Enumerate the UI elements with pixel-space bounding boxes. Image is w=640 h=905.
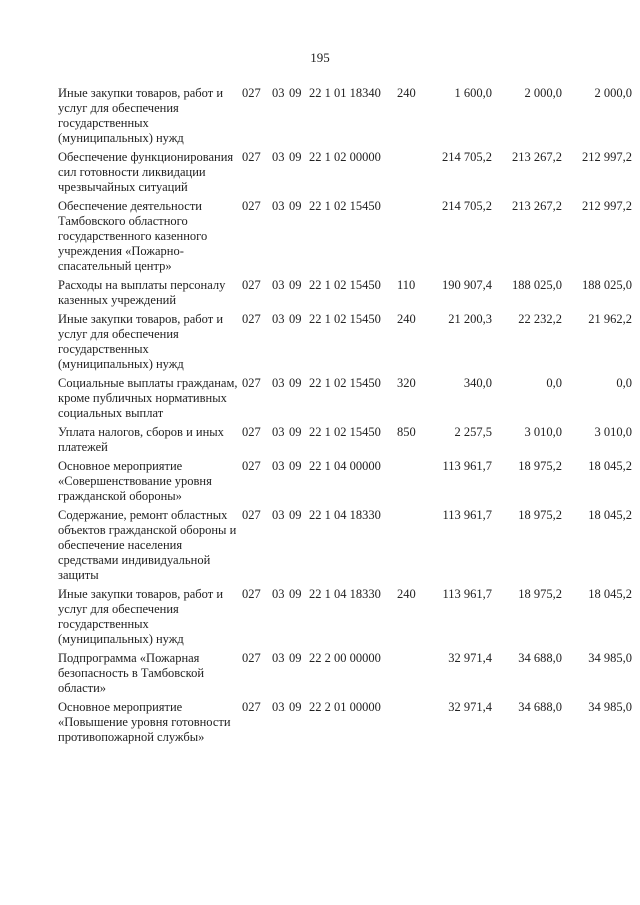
amount-year-2: 22 232,2 xyxy=(518,312,562,326)
amount-year-3: 2 000,0 xyxy=(594,86,632,100)
code-target-article: 22 1 04 00000 xyxy=(309,459,381,473)
amount-year-1: 113 961,7 xyxy=(442,508,492,522)
row-name: Уплата налогов, сборов и иных платежей xyxy=(58,425,224,454)
amount-year-2: 18 975,2 xyxy=(518,587,562,601)
table-row xyxy=(58,459,632,508)
code-target-article: 22 1 02 15450 xyxy=(309,425,381,439)
amount-year-1: 2 257,5 xyxy=(454,425,492,439)
row-classification-code xyxy=(242,459,422,508)
code-section: 03 xyxy=(272,278,285,292)
row-classification-code xyxy=(242,700,422,749)
table-row xyxy=(58,700,632,749)
table-row xyxy=(58,86,632,150)
amount-year-2: 18 975,2 xyxy=(518,459,562,473)
amount-year-1: 113 961,7 xyxy=(442,459,492,473)
row-name: Иные закупки товаров, работ и услуг для обеспечения государственных (муниципальных) нужд xyxy=(58,312,224,371)
amount-year-2: 0,0 xyxy=(546,376,562,390)
code-subsection: 09 xyxy=(289,150,302,164)
table-row xyxy=(58,278,632,312)
amount-year-1: 21 200,3 xyxy=(448,312,492,326)
amount-year-1: 340,0 xyxy=(463,376,492,390)
budget-table xyxy=(58,86,632,749)
code-subsection: 09 xyxy=(289,587,302,601)
code-section: 03 xyxy=(272,700,285,714)
amount-year-2: 188 025,0 xyxy=(512,278,562,292)
amount-year-3: 188 025,0 xyxy=(582,278,632,292)
row-classification-code xyxy=(242,425,422,459)
amount-year-3: 3 010,0 xyxy=(594,425,632,439)
amount-year-2: 213 267,2 xyxy=(512,150,562,164)
code-target-article: 22 1 04 18330 xyxy=(309,508,381,522)
code-section: 03 xyxy=(272,86,285,100)
code-expense-type: 110 xyxy=(397,278,416,292)
code-subsection: 09 xyxy=(289,278,302,292)
amount-year-2: 34 688,0 xyxy=(518,700,562,714)
code-subsection: 09 xyxy=(289,312,302,326)
code-subsection: 09 xyxy=(289,86,302,100)
amount-year-1: 190 907,4 xyxy=(442,278,492,292)
budget-table-body xyxy=(58,86,632,749)
amount-year-2: 18 975,2 xyxy=(518,508,562,522)
code-ministry: 027 xyxy=(242,651,261,665)
row-classification-code xyxy=(242,199,422,278)
code-section: 03 xyxy=(272,425,285,439)
amount-year-3: 34 985,0 xyxy=(588,700,632,714)
code-ministry: 027 xyxy=(242,508,261,522)
code-subsection: 09 xyxy=(289,376,302,390)
row-classification-code xyxy=(242,86,422,150)
code-subsection: 09 xyxy=(289,425,302,439)
code-section: 03 xyxy=(272,587,285,601)
amount-year-1: 32 971,4 xyxy=(448,700,492,714)
page-number: 195 xyxy=(310,50,330,65)
code-subsection: 09 xyxy=(289,459,302,473)
table-row xyxy=(58,508,632,587)
row-name: Иные закупки товаров, работ и услуг для обеспечения государственных (муниципальных) нужд xyxy=(58,587,224,646)
amount-year-3: 18 045,2 xyxy=(588,587,632,601)
code-ministry: 027 xyxy=(242,199,261,213)
code-section: 03 xyxy=(272,150,285,164)
code-expense-type: 240 xyxy=(397,312,416,326)
amount-year-1: 1 600,0 xyxy=(454,86,492,100)
amount-year-2: 2 000,0 xyxy=(524,86,562,100)
code-expense-type: 320 xyxy=(397,376,416,390)
amount-year-3: 34 985,0 xyxy=(588,651,632,665)
code-ministry: 027 xyxy=(242,459,261,473)
amount-year-3: 0,0 xyxy=(616,376,632,390)
row-classification-code xyxy=(242,651,422,700)
table-row xyxy=(58,587,632,651)
code-target-article: 22 1 02 15450 xyxy=(309,278,381,292)
amount-year-1: 214 705,2 xyxy=(442,150,492,164)
amount-year-3: 212 997,2 xyxy=(582,199,632,213)
row-classification-code xyxy=(242,587,422,651)
code-section: 03 xyxy=(272,459,285,473)
row-classification-code xyxy=(242,508,422,587)
amount-year-2: 34 688,0 xyxy=(518,651,562,665)
row-classification-code xyxy=(242,278,422,312)
amount-year-3: 212 997,2 xyxy=(582,150,632,164)
code-expense-type: 240 xyxy=(397,587,416,601)
code-ministry: 027 xyxy=(242,376,261,390)
amount-year-3: 18 045,2 xyxy=(588,459,632,473)
table-row xyxy=(58,150,632,199)
code-section: 03 xyxy=(272,199,285,213)
code-subsection: 09 xyxy=(289,700,302,714)
row-name: Иные закупки товаров, работ и услуг для обеспечения государственных (муниципальных) нужд xyxy=(58,86,224,145)
code-section: 03 xyxy=(272,651,285,665)
code-ministry: 027 xyxy=(242,700,261,714)
table-row xyxy=(58,376,632,425)
code-ministry: 027 xyxy=(242,587,261,601)
code-ministry: 027 xyxy=(242,425,261,439)
amount-year-2: 3 010,0 xyxy=(524,425,562,439)
row-classification-code xyxy=(242,312,422,376)
amount-year-3: 18 045,2 xyxy=(588,508,632,522)
amount-year-1: 113 961,7 xyxy=(442,587,492,601)
code-section: 03 xyxy=(272,312,285,326)
code-ministry: 027 xyxy=(242,86,261,100)
row-name: Основное мероприятие «Повышение уровня готовности противопожарной службы» xyxy=(58,700,231,744)
row-name: Подпрограмма «Пожарная безопасность в Тамбовской области» xyxy=(58,651,205,695)
code-target-article: 22 2 01 00000 xyxy=(309,700,381,714)
code-target-article: 22 1 02 15450 xyxy=(309,199,381,213)
code-ministry: 027 xyxy=(242,278,261,292)
row-name: Обеспечение функционирования сил готовности ликвидации чрезвычайных ситуаций xyxy=(58,150,234,194)
code-target-article: 22 1 02 15450 xyxy=(309,312,381,326)
code-ministry: 027 xyxy=(242,150,261,164)
code-subsection: 09 xyxy=(289,199,302,213)
amount-year-1: 32 971,4 xyxy=(448,651,492,665)
row-name: Социальные выплаты гражданам, кроме публичных нормативных социальных выплат xyxy=(58,376,238,420)
table-row xyxy=(58,199,632,278)
code-target-article: 22 1 02 15450 xyxy=(309,376,381,390)
row-name: Расходы на выплаты персоналу казенных учреждений xyxy=(58,278,226,307)
table-row xyxy=(58,425,632,459)
code-target-article: 22 1 01 18340 xyxy=(309,86,381,100)
table-row xyxy=(58,312,632,376)
row-classification-code xyxy=(242,376,422,425)
amount-year-1: 214 705,2 xyxy=(442,199,492,213)
code-subsection: 09 xyxy=(289,651,302,665)
code-expense-type: 240 xyxy=(397,86,416,100)
code-target-article: 22 1 04 18330 xyxy=(309,587,381,601)
row-name: Обеспечение деятельности Тамбовского областного государственного казенного учреждения «Пожарно-спасательный центр» xyxy=(58,199,208,273)
row-classification-code xyxy=(242,150,422,199)
row-name: Основное мероприятие «Совершенствование уровня гражданской обороны» xyxy=(58,459,212,503)
code-target-article: 22 2 00 00000 xyxy=(309,651,381,665)
row-name: Содержание, ремонт областных объектов гражданской обороны и обеспечение населения средствами индивидуальной защиты xyxy=(58,508,237,582)
code-expense-type: 850 xyxy=(397,425,416,439)
amount-year-2: 213 267,2 xyxy=(512,199,562,213)
code-section: 03 xyxy=(272,376,285,390)
code-target-article: 22 1 02 00000 xyxy=(309,150,381,164)
table-row xyxy=(58,651,632,700)
code-subsection: 09 xyxy=(289,508,302,522)
amount-year-3: 21 962,2 xyxy=(588,312,632,326)
code-section: 03 xyxy=(272,508,285,522)
code-ministry: 027 xyxy=(242,312,261,326)
